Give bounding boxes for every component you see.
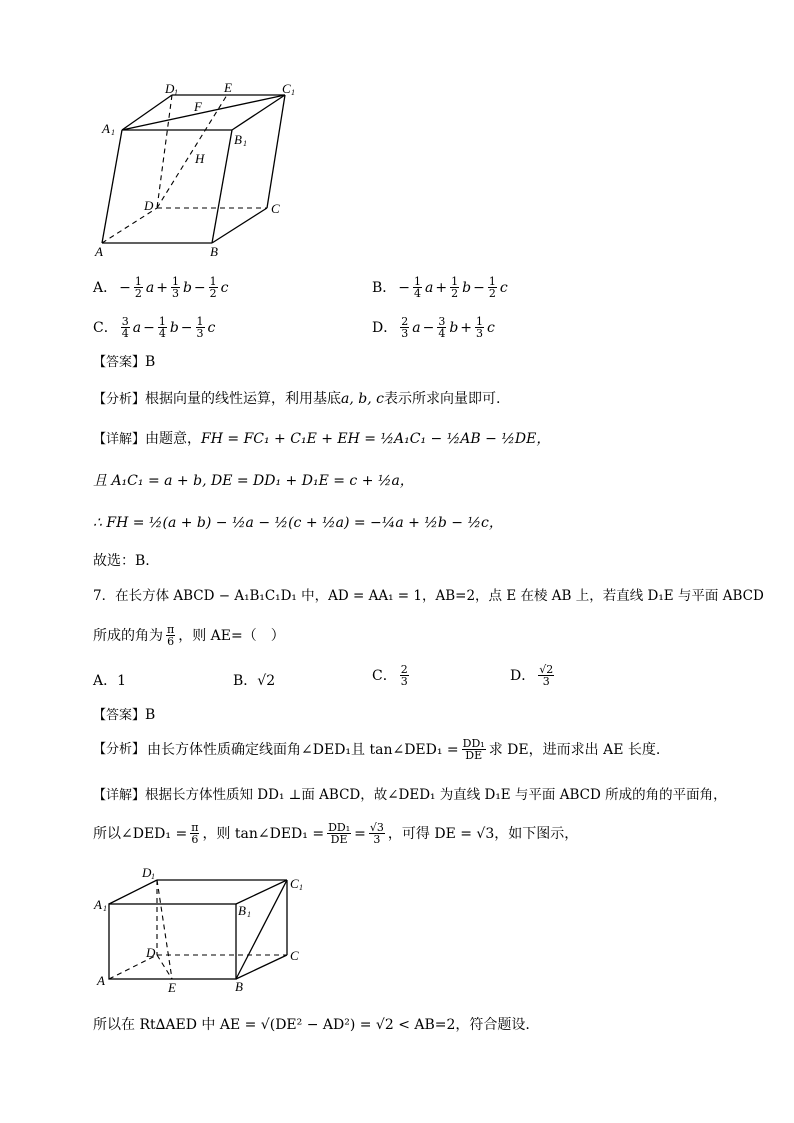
q6-option-c[interactable]: C． $\frac{3}{4}$ a − $\frac{1}{4}$ b − $\frac{1}{3}$ c <box>93 315 216 340</box>
svg-text:1: 1 <box>151 872 155 881</box>
q7-option-c[interactable]: C． $\frac{2}{3}$ <box>372 663 408 688</box>
svg-text:1: 1 <box>174 88 178 97</box>
label-A1: A <box>102 121 110 136</box>
label2-E: E <box>168 980 176 995</box>
label2-B1: B <box>238 903 246 918</box>
q7-detail-1: 【详解】根据长方体性质知 DD₁ ⊥面 ABCD，故∠DED₁ 为直线 D₁E 与平面 ABCD 所成的角的平面角， <box>93 787 727 803</box>
label-B1: B <box>234 132 242 147</box>
svg-text:1: 1 <box>243 139 247 148</box>
label-D: D <box>144 198 154 213</box>
label-D1: D <box>165 81 175 96</box>
label-F: F <box>194 99 202 114</box>
q6-option-a[interactable]: A． − $\frac{1}{2}$ a + $\frac{1}{3}$ b − $\frac{1}{2}$ c <box>93 275 229 300</box>
svg-text:1: 1 <box>111 128 115 137</box>
label2-A1: A <box>94 897 102 912</box>
q7-stem-line-1: 7．在长方体 ABCD − A₁B₁C₁D₁ 中，AD = AA₁ = 1，AB=2，点 E 在棱 AB 上，若直线 D₁E 与平面 ABCD <box>93 588 764 604</box>
svg-text:1: 1 <box>247 910 251 919</box>
q7-detail-2: 所以∠DED₁ = $\frac{\pi}{6}$ ，则 tan∠DED₁ = $\frac{\text{DD₁}}{DE}$ = $\frac{√3}{3}$ ，可得 DE = √3，如下图示， <box>93 821 579 846</box>
q6-answer: 【答案】B <box>93 354 156 370</box>
svg-text:1: 1 <box>103 904 107 913</box>
q6-option-d[interactable]: D． $\frac{2}{3}$ a − $\frac{3}{4}$ b + $\frac{1}{3}$ c <box>372 315 495 340</box>
q6-detail-2: 且 A₁C₁ = a + b, DE = DD₁ + D₁E = c + ½a， <box>93 473 414 489</box>
q6-detail-1: 【详解】由题意，FH = FC₁ + C₁E + EH = ½A₁C₁ − ½AB − ½DE， <box>93 431 551 447</box>
q7-analysis: 【分析】 由长方体性质确定线面角∠DED₁且 tan∠DED₁ = $\frac{\text{DD₁}}{DE}$ 求 DE，进而求出 AE 长度. <box>93 737 661 762</box>
q6-analysis: 【分析】根据向量的线性运算，利用基底a, b, c表示所求向量即可. <box>93 391 501 407</box>
figure-parallelepiped <box>92 78 307 263</box>
q7-final: 所以在 Rt∆AED 中 AE = √(DE² − AD²) = √2 < AB=2，符合题设. <box>93 1017 530 1033</box>
q6-detail-3: ∴ FH = ½(a + b) − ½a − ½(c + ½a) = −¼a + ½b − ½c， <box>93 515 503 531</box>
label2-D: D <box>146 945 156 960</box>
svg-text:1: 1 <box>299 883 303 892</box>
label-C: C <box>271 201 280 216</box>
q6-conclusion: 故选：B. <box>93 553 150 569</box>
svg-text:1: 1 <box>291 88 295 97</box>
label2-A: A <box>97 973 105 988</box>
q7-answer: 【答案】B <box>93 707 156 723</box>
label2-C1: C <box>290 876 299 891</box>
q7-stem-line-2: 所成的角为 $\frac{\pi}{6}$ ，则 AE=（ ） <box>93 623 285 648</box>
q7-option-d[interactable]: D． $\frac{√2}{3}$ <box>510 663 554 688</box>
figure-cuboid <box>92 862 317 997</box>
label2-B: B <box>235 979 243 994</box>
label-A: A <box>95 244 103 259</box>
label-H: H <box>195 151 205 166</box>
label-C1: C <box>282 81 291 96</box>
label2-C: C <box>290 948 299 963</box>
q7-option-b[interactable]: B．√2 <box>233 673 276 689</box>
label2-D1: D <box>142 865 152 880</box>
q7-option-a[interactable]: A．1 <box>93 673 127 689</box>
label-E: E <box>224 80 232 95</box>
label-B: B <box>210 244 218 259</box>
q6-option-b[interactable]: B． − $\frac{1}{4}$ a + $\frac{1}{2}$ b − $\frac{1}{2}$ c <box>372 275 508 300</box>
